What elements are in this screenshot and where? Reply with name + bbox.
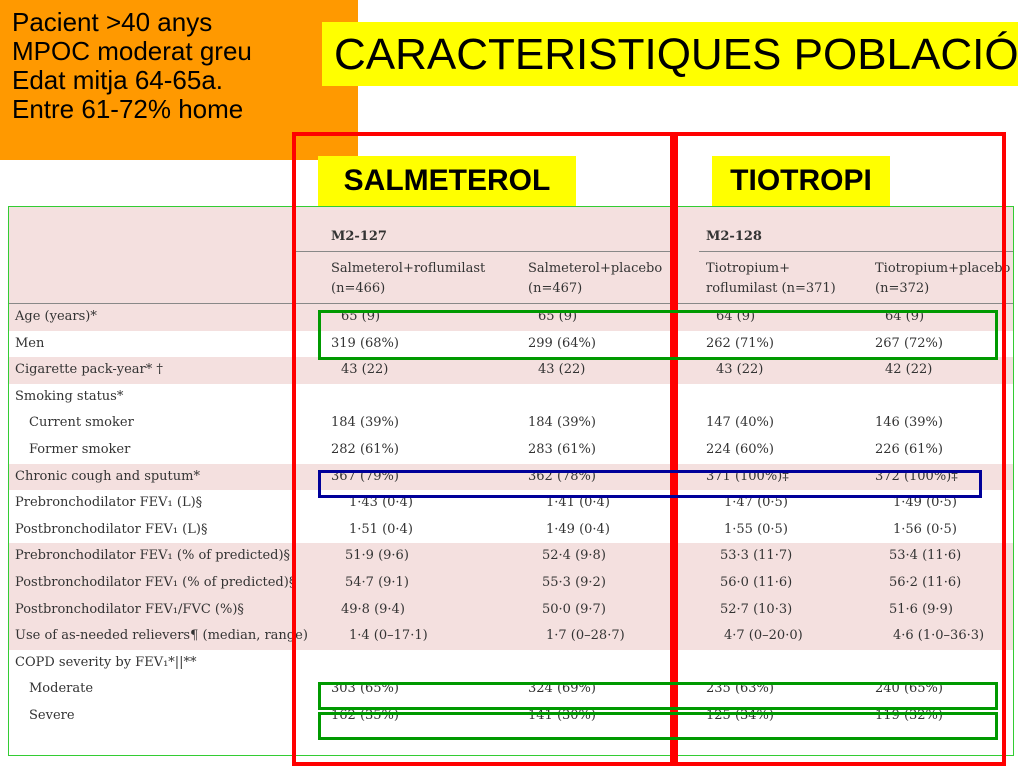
row-label: Men xyxy=(15,335,45,351)
row-label: Prebronchodilator FEV₁ (% of predicted)§ xyxy=(15,548,291,564)
age-men-highlight xyxy=(318,310,998,360)
table-cell: 4·6 (1·0–36·3) xyxy=(893,628,985,644)
row-label: Age (years)* xyxy=(15,309,97,324)
column-header-n: roflumilast (n=371) xyxy=(706,281,836,296)
column-header-n: (n=466) xyxy=(331,281,386,296)
table-cell: 54·7 (9·1) xyxy=(345,575,409,590)
table-cell: 64 (9) xyxy=(716,309,756,324)
table-cell: 184 (39%) xyxy=(331,415,399,431)
row-label: Moderate xyxy=(29,681,94,697)
table-cell: 235 (63%) xyxy=(706,681,774,697)
row-label: Smoking status* xyxy=(15,388,124,404)
table-cell: 372 (100%)‡ xyxy=(875,468,958,484)
table-cell: 49·8 (9·4) xyxy=(341,601,405,617)
study1-header: M2-127 xyxy=(331,229,387,244)
table-cell: 43 (22) xyxy=(716,362,764,378)
page-title: CARACTERISTIQUES POBLACIÓ xyxy=(334,30,1019,79)
column-header: Tiotropium+placebo xyxy=(875,261,1011,276)
table-cell: 1·49 (0·5) xyxy=(893,495,957,511)
table-cell: 1·55 (0·5) xyxy=(724,521,788,537)
table-cell: 1·41 (0·4) xyxy=(546,495,610,511)
table-cell: 1·56 (0·5) xyxy=(893,521,957,537)
table-cell: 56·0 (11·6) xyxy=(720,575,793,590)
table-cell: 53·3 (11·7) xyxy=(720,548,793,564)
summary-line: MPOC moderat greu xyxy=(12,36,252,66)
table-cell: 1·4 (0–17·1) xyxy=(349,628,428,644)
column-header-n: (n=467) xyxy=(528,281,583,296)
summary-line: Entre 61-72% home xyxy=(12,94,244,124)
table-cell: 1·51 (0·4) xyxy=(349,521,413,537)
column-header-n: (n=372) xyxy=(875,281,930,296)
table-cell: 55·3 (9·2) xyxy=(542,575,606,590)
table-cell: 125 (34%) xyxy=(706,708,774,723)
table-cell: 267 (72%) xyxy=(875,335,943,351)
table-cell: 262 (71%) xyxy=(706,335,774,351)
table-cell: 367 (79%) xyxy=(331,468,399,484)
table-cell: 240 (65%) xyxy=(875,681,943,697)
row-label: Use of as-needed relievers¶ (median, range) xyxy=(15,628,308,644)
table-cell: 53·4 (11·6) xyxy=(889,548,962,564)
table-cell: 52·4 (9·8) xyxy=(542,548,606,564)
row-label: Current smoker xyxy=(29,415,134,431)
row-label: Postbronchodilator FEV₁ (L)§ xyxy=(15,521,208,537)
row-label: COPD severity by FEV₁*||** xyxy=(15,654,197,670)
summary-line: Edat mitja 64-65a. xyxy=(12,65,224,95)
salmeterol-label: SALMETEROL xyxy=(318,156,576,208)
table-cell: 65 (9) xyxy=(538,309,578,324)
row-label: Cigarette pack-year* † xyxy=(15,362,163,378)
table-cell: 299 (64%) xyxy=(528,335,596,351)
table-cell: 146 (39%) xyxy=(875,415,943,431)
table-cell: 65 (9) xyxy=(341,309,381,324)
table-cell: 1·43 (0·4) xyxy=(349,495,413,511)
column-header: Salmeterol+placebo xyxy=(528,261,663,276)
table-cell: 56·2 (11·6) xyxy=(889,575,962,590)
table-cell: 184 (39%) xyxy=(528,415,596,431)
row-label: Former smoker xyxy=(29,442,131,457)
column-header: Salmeterol+roflumilast xyxy=(331,261,486,276)
table-cell: 324 (69%) xyxy=(528,681,596,697)
table-cell: 43 (22) xyxy=(538,362,586,378)
table-cell: 43 (22) xyxy=(341,362,389,378)
table-cell: 147 (40%) xyxy=(706,415,774,431)
table-cell: 64 (9) xyxy=(885,309,925,324)
tiotropi-highlight xyxy=(670,132,1006,766)
table-cell: 52·7 (10·3) xyxy=(720,601,793,617)
table-cell: 1·7 (0–28·7) xyxy=(546,628,625,644)
row-label: Postbronchodilator FEV₁ (% of predicted)§ xyxy=(15,575,296,590)
table-cell: 371 (100%)‡ xyxy=(706,468,789,484)
table-cell: 1·47 (0·5) xyxy=(724,495,788,511)
table-cell: 283 (61%) xyxy=(528,442,596,457)
salmeterol-highlight xyxy=(292,132,678,766)
table-cell: 162 (35%) xyxy=(331,708,399,723)
tiotropi-label: TIOTROPI xyxy=(712,156,890,208)
table-cell: 141 (30%) xyxy=(528,708,596,723)
summary-line: Pacient >40 anys xyxy=(12,7,213,37)
table-cell: 4·7 (0–20·0) xyxy=(724,628,803,644)
severe-highlight xyxy=(318,712,998,740)
table-cell: 50·0 (9·7) xyxy=(542,601,606,617)
table-cell: 319 (68%) xyxy=(331,335,399,351)
table-cell: 303 (65%) xyxy=(331,681,399,697)
study2-header: M2-128 xyxy=(706,229,762,244)
title-banner xyxy=(322,22,1018,86)
table-cell: 51·6 (9·9) xyxy=(889,601,953,617)
moderate-highlight xyxy=(318,682,998,710)
row-label: Chronic cough and sputum* xyxy=(15,468,200,484)
cough-highlight xyxy=(318,470,982,498)
table-cell: 1·49 (0·4) xyxy=(546,521,610,537)
row-label: Prebronchodilator FEV₁ (L)§ xyxy=(15,495,203,511)
row-label: Postbronchodilator FEV₁/FVC (%)§ xyxy=(15,601,244,617)
table-cell: 224 (60%) xyxy=(706,442,774,457)
table-cell: 51·9 (9·6) xyxy=(345,548,409,564)
table-cell: 282 (61%) xyxy=(331,442,399,457)
table-cell: 42 (22) xyxy=(885,362,933,378)
row-label: Severe xyxy=(29,708,75,723)
table-cell: 226 (61%) xyxy=(875,442,943,457)
column-header: Tiotropium+ xyxy=(706,261,790,276)
table-cell: 362 (78%) xyxy=(528,468,596,484)
table-cell: 119 (32%) xyxy=(875,708,943,723)
